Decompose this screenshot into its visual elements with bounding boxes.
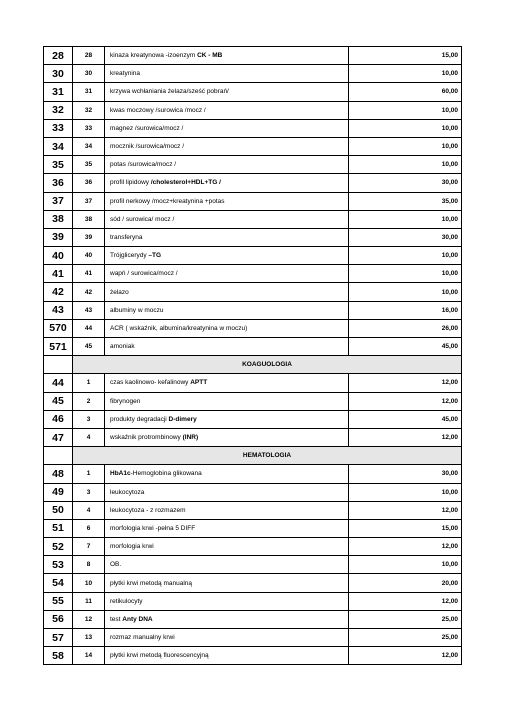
- row-item-number: 36: [73, 174, 105, 192]
- test-price: 10,00: [349, 137, 462, 155]
- row-lp-number: 58: [44, 647, 73, 665]
- table-row: [44, 483, 462, 501]
- test-name: [105, 647, 349, 665]
- test-name-segment: /cholesterol+HDL+TG /: [150, 179, 221, 187]
- row-item-number: 6: [73, 519, 105, 537]
- test-price: 25,00: [349, 629, 462, 647]
- table-row: [44, 192, 462, 210]
- test-name-segment: produkty degradacji: [110, 415, 169, 423]
- test-price: 10,00: [349, 119, 462, 137]
- row-item-number: 45: [73, 338, 105, 356]
- test-name-segment: leukocytoza - z rozmazem: [110, 506, 186, 514]
- price-list-sheet: [43, 46, 461, 665]
- test-price: 60,00: [349, 83, 462, 101]
- table-row: [44, 174, 462, 192]
- row-lp-number: 570: [44, 319, 73, 337]
- row-item-number: 28: [73, 47, 105, 65]
- test-price: 35,00: [349, 192, 462, 210]
- table-row: [44, 629, 462, 647]
- row-lp-number: 48: [44, 465, 73, 483]
- test-price: 15,00: [349, 47, 462, 65]
- table-row: [44, 228, 462, 246]
- test-price: 12,00: [349, 428, 462, 446]
- table-row: [44, 556, 462, 574]
- price-table: [43, 46, 462, 665]
- table-row: [44, 592, 462, 610]
- test-name: [105, 65, 349, 83]
- row-lp-number: 42: [44, 283, 73, 301]
- row-item-number: 13: [73, 629, 105, 647]
- test-price: 12,00: [349, 592, 462, 610]
- test-name-segment: potas /surowica/mocz /: [110, 161, 177, 169]
- test-price: 10,00: [349, 156, 462, 174]
- row-item-number: 7: [73, 538, 105, 556]
- row-lp-number: 34: [44, 137, 73, 155]
- test-name: [105, 519, 349, 537]
- test-price: 10,00: [349, 283, 462, 301]
- section-lp-cell: [44, 447, 73, 465]
- section-header-row: [44, 356, 462, 374]
- test-price: 20,00: [349, 574, 462, 592]
- table-row: [44, 83, 462, 101]
- test-price: 10,00: [349, 101, 462, 119]
- test-name: [105, 538, 349, 556]
- table-row: [44, 374, 462, 392]
- test-name-segment: morfologia krwi: [110, 543, 154, 551]
- row-lp-number: 47: [44, 428, 73, 446]
- row-item-number: 1: [73, 465, 105, 483]
- table-row: [44, 137, 462, 155]
- table-row: [44, 519, 462, 537]
- test-name-segment: sód / surowica/ mocz /: [110, 215, 175, 223]
- test-name: [105, 174, 349, 192]
- test-name: [105, 47, 349, 65]
- test-name-segment: OB.: [110, 561, 122, 569]
- row-item-number: 37: [73, 192, 105, 210]
- test-name-segment: kreatynina: [110, 70, 140, 78]
- test-name: [105, 210, 349, 228]
- table-row: [44, 410, 462, 428]
- table-row: [44, 65, 462, 83]
- test-name: [105, 465, 349, 483]
- row-lp-number: 39: [44, 228, 73, 246]
- row-item-number: 12: [73, 610, 105, 628]
- test-price: 45,00: [349, 338, 462, 356]
- row-item-number: 39: [73, 228, 105, 246]
- row-item-number: 32: [73, 101, 105, 119]
- test-name: [105, 374, 349, 392]
- test-name: [105, 192, 349, 210]
- test-name-segment: krzywa wchłaniania żelaza/sześć pobrań/: [110, 88, 229, 96]
- table-row: [44, 156, 462, 174]
- test-price: 26,00: [349, 319, 462, 337]
- row-item-number: 41: [73, 265, 105, 283]
- row-lp-number: 53: [44, 556, 73, 574]
- test-name-segment: płytki krwi metodą fluorescencyjną: [110, 652, 209, 660]
- test-name-segment: CK - MB: [197, 52, 223, 60]
- test-price: 10,00: [349, 247, 462, 265]
- row-lp-number: 41: [44, 265, 73, 283]
- table-row: [44, 428, 462, 446]
- section-title: HEMATOLOGIA: [73, 447, 462, 465]
- test-price: 12,00: [349, 392, 462, 410]
- row-lp-number: 52: [44, 538, 73, 556]
- test-name-segment: profil nerkowy /mocz+kreatynina +potas: [110, 197, 225, 205]
- test-name: [105, 410, 349, 428]
- test-name: [105, 610, 349, 628]
- table-row: [44, 265, 462, 283]
- test-name-segment: HbA1c: [110, 470, 131, 478]
- test-name: [105, 301, 349, 319]
- row-item-number: 33: [73, 119, 105, 137]
- test-name-segment: żelazo: [110, 288, 129, 296]
- row-item-number: 3: [73, 483, 105, 501]
- row-item-number: 31: [73, 83, 105, 101]
- row-lp-number: 57: [44, 629, 73, 647]
- test-price: 10,00: [349, 265, 462, 283]
- row-item-number: 42: [73, 283, 105, 301]
- row-item-number: 34: [73, 137, 105, 155]
- test-name-segment: –TG: [148, 252, 162, 260]
- section-lp-cell: [44, 356, 73, 374]
- test-name: [105, 338, 349, 356]
- test-name-segment: ACR ( wskaźnik, albumina/kreatynina w moczu): [110, 324, 248, 332]
- test-name-segment: magnez /surowica/mocz /: [110, 124, 184, 132]
- test-price: 16,00: [349, 301, 462, 319]
- test-price: 10,00: [349, 556, 462, 574]
- test-price: 30,00: [349, 465, 462, 483]
- test-name-segment: kwas moczowy /surowica /mocz /: [110, 106, 206, 114]
- table-row: [44, 283, 462, 301]
- row-lp-number: 36: [44, 174, 73, 192]
- test-price: 10,00: [349, 210, 462, 228]
- test-name: [105, 592, 349, 610]
- row-item-number: 35: [73, 156, 105, 174]
- test-name: [105, 574, 349, 592]
- row-lp-number: 54: [44, 574, 73, 592]
- table-row: [44, 610, 462, 628]
- test-price: 10,00: [349, 483, 462, 501]
- test-name-segment: kinaza kreatynowa -izoenzym: [110, 52, 198, 60]
- test-price: 10,00: [349, 65, 462, 83]
- test-price: 12,00: [349, 647, 462, 665]
- row-lp-number: 35: [44, 156, 73, 174]
- test-price: 45,00: [349, 410, 462, 428]
- row-lp-number: 55: [44, 592, 73, 610]
- row-lp-number: 50: [44, 501, 73, 519]
- test-name: [105, 101, 349, 119]
- test-name-segment: morfologia krwi -pełna 5 DIFF: [110, 524, 196, 532]
- test-name-segment: amoniak: [110, 343, 135, 351]
- test-price: 12,00: [349, 501, 462, 519]
- test-name: [105, 119, 349, 137]
- test-name-segment: APTT: [190, 379, 208, 387]
- test-name: [105, 265, 349, 283]
- row-item-number: 4: [73, 428, 105, 446]
- row-lp-number: 51: [44, 519, 73, 537]
- test-name: [105, 228, 349, 246]
- row-lp-number: 45: [44, 392, 73, 410]
- test-name: [105, 483, 349, 501]
- table-row: [44, 247, 462, 265]
- row-item-number: 43: [73, 301, 105, 319]
- test-name-segment: rozmaz manualny krwi: [110, 634, 175, 642]
- test-name: [105, 137, 349, 155]
- row-lp-number: 31: [44, 83, 73, 101]
- row-lp-number: 46: [44, 410, 73, 428]
- row-item-number: 4: [73, 501, 105, 519]
- row-lp-number: 37: [44, 192, 73, 210]
- section-header-row: [44, 447, 462, 465]
- test-name-segment: -Hemoglobina glikowana: [130, 470, 202, 478]
- table-row: [44, 574, 462, 592]
- test-name-segment: (INR): [182, 434, 199, 442]
- row-item-number: 10: [73, 574, 105, 592]
- table-row: [44, 392, 462, 410]
- table-row: [44, 301, 462, 319]
- table-row: [44, 647, 462, 665]
- test-name-segment: mocznik /surowica/mocz /: [110, 143, 185, 151]
- row-item-number: 44: [73, 319, 105, 337]
- test-name-segment: leukocytoza: [110, 488, 145, 496]
- test-name-segment: D-dimery: [168, 415, 197, 423]
- row-item-number: 8: [73, 556, 105, 574]
- test-price: 30,00: [349, 174, 462, 192]
- test-name-segment: wapń / surowica/mocz /: [110, 270, 178, 278]
- row-item-number: 3: [73, 410, 105, 428]
- row-item-number: 11: [73, 592, 105, 610]
- price-table-body: [44, 47, 462, 665]
- test-name-segment: albuminy w moczu: [110, 306, 164, 314]
- row-item-number: 40: [73, 247, 105, 265]
- row-item-number: 1: [73, 374, 105, 392]
- test-name: [105, 319, 349, 337]
- test-price: 15,00: [349, 519, 462, 537]
- test-name-segment: profil lipidowy: [110, 179, 151, 187]
- row-lp-number: 44: [44, 374, 73, 392]
- row-lp-number: 56: [44, 610, 73, 628]
- test-name: [105, 392, 349, 410]
- table-row: [44, 47, 462, 65]
- test-name: [105, 428, 349, 446]
- row-lp-number: 32: [44, 101, 73, 119]
- test-name-segment: czas kaolinowo- kefalinowy: [110, 379, 191, 387]
- test-name-segment: wskaźnik protrombinowy: [110, 434, 183, 442]
- test-name: [105, 83, 349, 101]
- row-lp-number: 30: [44, 65, 73, 83]
- table-row: [44, 538, 462, 556]
- test-price: 30,00: [349, 228, 462, 246]
- table-row: [44, 338, 462, 356]
- test-price: 12,00: [349, 374, 462, 392]
- row-lp-number: 49: [44, 483, 73, 501]
- test-name-segment: retikulocyty: [110, 597, 143, 605]
- test-name-segment: transferyna: [110, 233, 143, 241]
- row-item-number: 2: [73, 392, 105, 410]
- test-name: [105, 283, 349, 301]
- table-row: [44, 101, 462, 119]
- test-name: [105, 501, 349, 519]
- section-title: KOAGUOLOGIA: [73, 356, 462, 374]
- test-name: [105, 629, 349, 647]
- test-name-segment: Trójglicerydy: [110, 252, 149, 260]
- row-lp-number: 38: [44, 210, 73, 228]
- test-name: [105, 156, 349, 174]
- table-row: [44, 501, 462, 519]
- row-lp-number: 28: [44, 47, 73, 65]
- table-row: [44, 465, 462, 483]
- test-name: [105, 247, 349, 265]
- row-item-number: 30: [73, 65, 105, 83]
- test-name-segment: fibrynogen: [110, 397, 141, 405]
- test-name-segment: test: [110, 615, 123, 623]
- row-lp-number: 571: [44, 338, 73, 356]
- row-lp-number: 40: [44, 247, 73, 265]
- row-item-number: 14: [73, 647, 105, 665]
- table-row: [44, 319, 462, 337]
- test-name: [105, 556, 349, 574]
- row-lp-number: 43: [44, 301, 73, 319]
- table-row: [44, 210, 462, 228]
- test-price: 12,00: [349, 538, 462, 556]
- test-name-segment: Anty DNA: [122, 615, 153, 623]
- test-price: 25,00: [349, 610, 462, 628]
- row-item-number: 38: [73, 210, 105, 228]
- row-lp-number: 33: [44, 119, 73, 137]
- test-name-segment: płytki krwi metodą manualną: [110, 579, 193, 587]
- table-row: [44, 119, 462, 137]
